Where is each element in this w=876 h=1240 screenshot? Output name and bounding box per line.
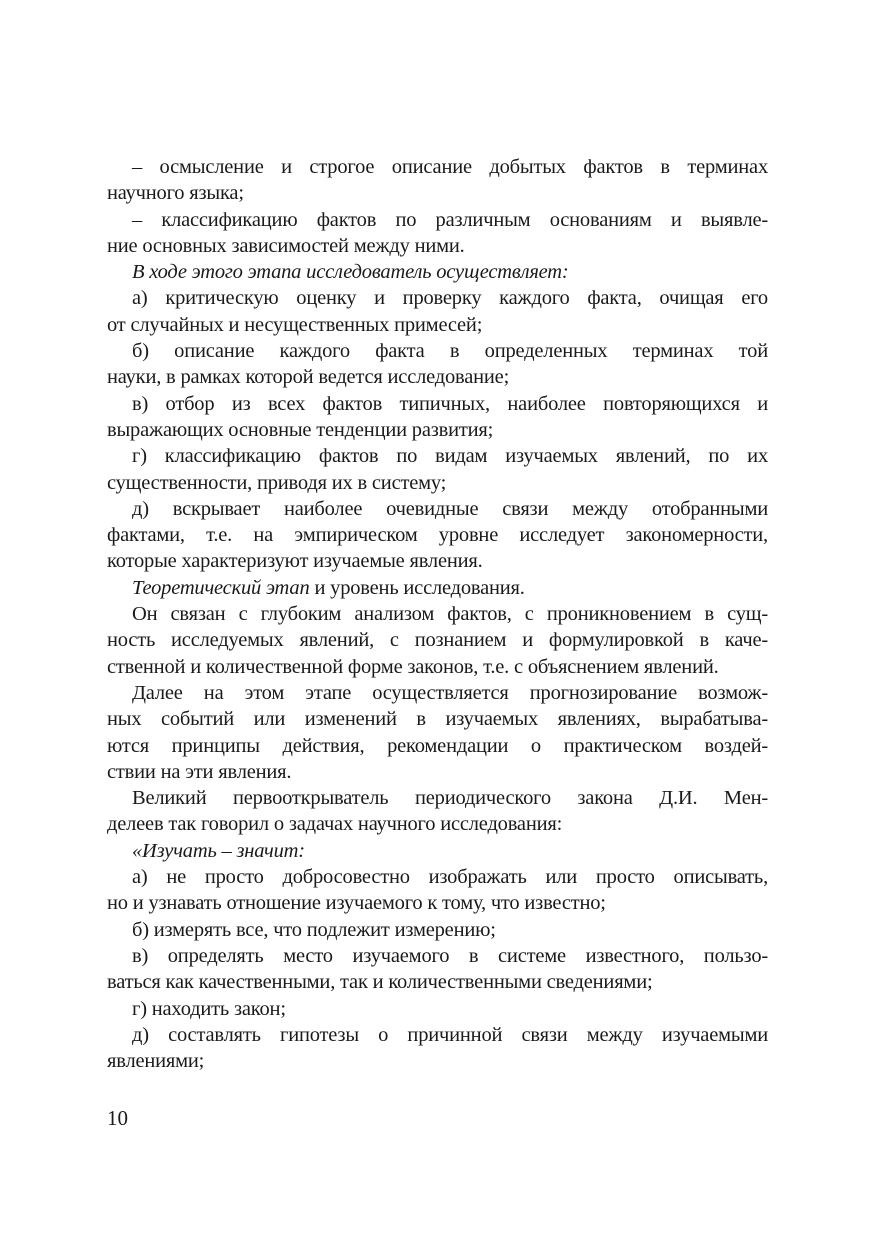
line-text: г) классификацию фактов по видам изучаемых явлений, по их [132,445,768,468]
line-text: Он связан с глубоким анализом фактов, с проникновением в сущ- [132,603,768,626]
text-line [107,733,768,759]
line-text: ваться как качественными, так и количественными сведениями; [107,971,653,994]
line-text: Великий первооткрыватель периодического закона Д.И. Мен- [132,787,768,810]
paragraph [107,443,768,496]
line-text: ных событий или изменений в изучаемых явлениях, вырабатыва- [107,708,768,731]
line-text: научного языка; [107,182,244,205]
text-line [107,601,768,627]
text-line [107,285,768,311]
line-text: В ходе этого этапа исследователь осуществляет: [132,261,569,284]
text-line [107,1022,768,1048]
line-text: в) определять место изучаемого в системе известного, пользо- [132,944,768,967]
paragraph [107,154,768,207]
text-line [107,680,768,706]
line-text: г) находить закон; [132,997,286,1020]
paragraph [107,680,768,785]
text-line [107,811,768,837]
text-line [107,1048,768,1074]
text-line [107,207,768,233]
paragraph [107,285,768,338]
text-line [107,233,768,259]
paragraph [107,838,768,864]
line-text: от случайных и несущественных примесей; [107,313,483,336]
paragraph [107,943,768,996]
text-line [107,312,768,338]
paragraph [107,338,768,391]
text-line [107,969,768,995]
text-line [107,654,768,680]
text-line [107,391,768,417]
paragraph [107,391,768,444]
line-text: науки, в рамках которой ведется исследование; [107,366,510,389]
paragraph [107,575,768,601]
line-text: д) составлять гипотезы о причинной связи между изучаемыми [132,1023,768,1046]
paragraph [107,259,768,285]
text-line [107,548,768,574]
line-text: ность исследуемых явлений, с познанием и формулировкой в каче- [107,629,768,652]
text-line [107,890,768,916]
line-text: которые характеризуют изучаемые явления. [107,550,483,573]
paragraph [107,785,768,838]
text-line [107,864,768,890]
line-text: «Изучать – значит: [132,839,305,862]
text-line [107,575,768,601]
text-line [107,785,768,811]
text-line [107,759,768,785]
paragraph [107,864,768,917]
line-text: существенности, приводя их в систему; [107,471,447,494]
paragraph [107,917,768,943]
line-text: ственной и количественной форме законов, т.е. с объяснением явлений. [107,655,719,678]
text-line [107,180,768,206]
line-text: ние основных зависимостей между ними. [107,234,465,257]
line-text: делеев так говорил о задачах научного исследования: [107,813,563,836]
line-text: и уровень исследования. [309,576,525,599]
line-text: а) критическую оценку и проверку каждого факта, очищая его [132,287,768,310]
line-text: – осмысление и строгое описание добытых фактов в терминах [132,156,768,178]
line-text: а) не просто добросовестно изображать или просто описывать, [132,866,768,889]
line-text: ются принципы действия, рекомендации о практическом воздей- [107,734,768,757]
paragraph [107,496,768,575]
line-text: фактами, т.е. на эмпирическом уровне исследует закономерности, [107,524,768,547]
line-text: б) описание каждого факта в определенных терминах той [132,340,768,363]
line-text: б) измерять все, что подлежит измерению; [132,918,496,941]
text-line [107,443,768,469]
text-line [107,996,768,1022]
paragraph [107,207,768,260]
page-number: 10 [107,1106,128,1130]
line-text: ствии на эти явления. [107,760,292,783]
paragraph [107,996,768,1022]
paragraph [107,1022,768,1075]
line-text: Далее на этом этапе осуществляется прогнозирование возмож- [132,681,768,704]
line-text: явлениями; [107,1050,205,1073]
line-text: выражающих основные тенденции развития; [107,418,494,441]
line-text: – классификацию фактов по различным основаниям и выявле- [132,208,768,231]
text-line [107,943,768,969]
paragraph [107,601,768,680]
text-line [107,364,768,390]
text-line [107,496,768,522]
text-line [107,838,768,864]
text-line [107,917,768,943]
italic-term: Теоретический этап [132,576,310,599]
text-line [107,706,768,732]
text-line [107,417,768,443]
text-line [107,522,768,548]
text-line [107,470,768,496]
text-line [107,154,768,180]
line-text: д) вскрывает наиболее очевидные связи между отобранными [132,497,768,520]
text-line [107,338,768,364]
body-text [107,154,768,1074]
text-line [107,259,768,285]
line-text: но и узнавать отношение изучаемого к тому, что известно; [107,892,606,915]
line-text: в) отбор из всех фактов типичных, наиболее повторяющихся и [132,392,768,415]
text-line [107,627,768,653]
